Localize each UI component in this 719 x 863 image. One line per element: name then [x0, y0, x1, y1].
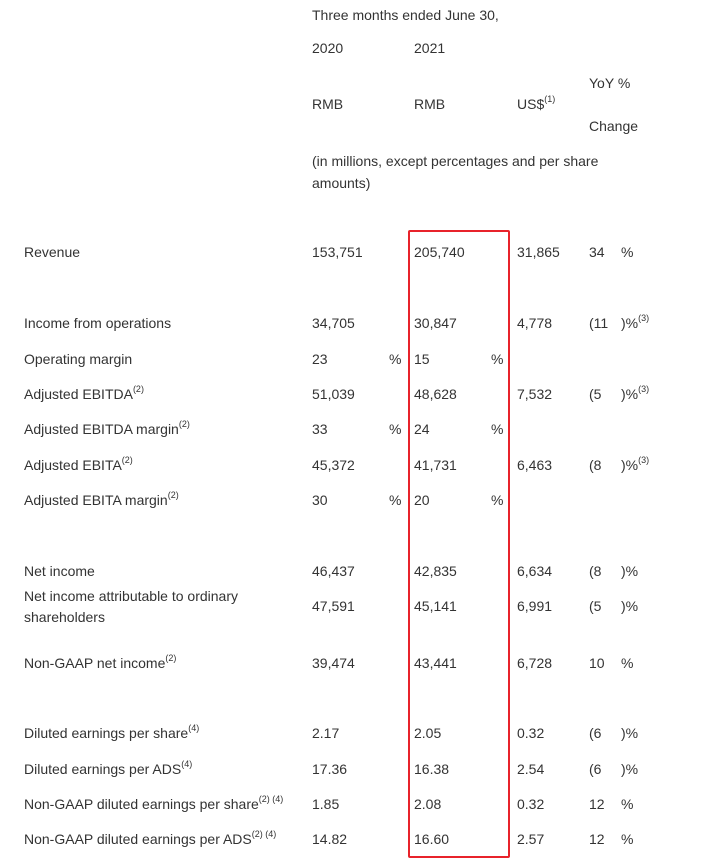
yoy-suffix: % [621, 796, 634, 812]
value-2020: 23 [312, 351, 328, 367]
row-label: Adjusted EBITA margin$^{(2)}$ [24, 490, 179, 508]
value-2020: 51,039 [312, 386, 355, 402]
percent-2021: % [491, 492, 504, 508]
value-2021: 41,731 [414, 457, 457, 473]
yoy-suffix: % [621, 244, 634, 260]
value-usd: 6,991 [517, 598, 553, 614]
percent-2021: % [491, 351, 504, 367]
value-2020: 34,705 [312, 315, 355, 331]
value-2020: 47,591 [312, 598, 355, 614]
value-2021: 2.08 [414, 796, 442, 812]
yoy-suffix: )% [621, 761, 639, 777]
value-usd: 6,463 [517, 457, 553, 473]
yoy-value: (11 [589, 315, 609, 331]
row-label: Operating margin [24, 351, 133, 367]
value-2021: 45,141 [414, 598, 457, 614]
row-label: Non-GAAP net income$^{(2)}$ [24, 653, 177, 671]
percent-2021: % [491, 421, 504, 437]
yoy-change-header: Change [589, 118, 639, 134]
value-2020: 14.82 [312, 831, 348, 847]
yoy-value: 12 [589, 831, 605, 847]
yoy-value: (6 [589, 761, 602, 777]
percent-2020: % [389, 351, 402, 367]
row-label: Diluted earnings per share$^{(4)}$ [24, 723, 200, 741]
currency-rmb-2021: RMB [414, 96, 446, 112]
value-2020: 30 [312, 492, 328, 508]
yoy-value: (8 [589, 457, 602, 473]
row-label: Non-GAAP diluted earnings per share$^{(2) (4)}$ [24, 794, 284, 812]
value-2020: 17.36 [312, 761, 348, 777]
value-usd: 4,778 [517, 315, 553, 331]
value-2020: 153,751 [312, 244, 363, 260]
value-2021: 2.05 [414, 725, 442, 741]
yoy-value: (5 [589, 598, 602, 614]
value-usd: 2.54 [517, 761, 545, 777]
yoy-suffix: )% [621, 725, 639, 741]
yoy-value: (5 [589, 386, 602, 402]
row-label: Revenue [24, 244, 81, 260]
yoy-suffix: )%$^{(3)}$ [621, 455, 650, 473]
year-2021-header: 2021 [414, 40, 446, 56]
row-label: Net income [24, 563, 95, 579]
row-label: Adjusted EBITDA$^{(2)}$ [24, 384, 144, 402]
value-2020: 2.17 [312, 725, 340, 741]
yoy-value: 12 [589, 796, 605, 812]
value-usd: 0.32 [517, 796, 545, 812]
row-label: Diluted earnings per ADS$^{(4)}$ [24, 759, 193, 777]
yoy-value: 10 [589, 655, 605, 671]
row-label: Non-GAAP diluted earnings per $ADS^{(2) (4)}$ [24, 829, 277, 847]
value-usd: 7,532 [517, 386, 553, 402]
value-usd: 6,634 [517, 563, 553, 579]
period-header: Three months ended June 30, [312, 7, 499, 23]
value-2021: 205,740 [414, 244, 465, 260]
yoy-value: (8 [589, 563, 602, 579]
units-note-line2: amounts) [312, 175, 371, 191]
yoy-suffix: )%$^{(3)}$ [621, 313, 650, 331]
value-usd: 2.57 [517, 831, 545, 847]
yoy-suffix: )%$^{(3)}$ [621, 384, 650, 402]
row-label: Net income attributable to ordinary [24, 588, 238, 604]
value-usd: 0.32 [517, 725, 545, 741]
value-2021: 24 [414, 421, 430, 437]
percent-2020: % [389, 492, 402, 508]
yoy-header: YoY % [589, 75, 631, 91]
value-2021: 42,835 [414, 563, 457, 579]
value-2021: 43,441 [414, 655, 457, 671]
row-label: Adjusted EBITDA margin$^{(2)}$ [24, 419, 190, 437]
value-2021: 30,847 [414, 315, 457, 331]
value-2020: 45,372 [312, 457, 355, 473]
yoy-suffix: % [621, 831, 634, 847]
value-usd: 31,865 [517, 244, 560, 260]
value-2021: 16.38 [414, 761, 450, 777]
value-2021: 15 [414, 351, 430, 367]
value-2020: 46,437 [312, 563, 355, 579]
yoy-suffix: )% [621, 563, 639, 579]
currency-usd: US\$$^{(1)}$ [517, 94, 556, 112]
yoy-suffix: % [621, 655, 634, 671]
value-2020: 39,474 [312, 655, 355, 671]
value-usd: 6,728 [517, 655, 553, 671]
row-label: Income from operations [24, 315, 172, 331]
value-2020: 33 [312, 421, 328, 437]
year-2020-header: 2020 [312, 40, 344, 56]
yoy-value: 34 [589, 244, 605, 260]
value-2021: 20 [414, 492, 430, 508]
value-2021: 16.60 [414, 831, 450, 847]
row-label-line2: shareholders [24, 609, 105, 625]
yoy-value: (6 [589, 725, 602, 741]
value-2020: 1.85 [312, 796, 340, 812]
row-label: Adjusted EBITA$^{(2)}$ [24, 455, 133, 473]
value-2021: 48,628 [414, 386, 457, 402]
percent-2020: % [389, 421, 402, 437]
units-note-line1: (in millions, except percentages and per share [312, 153, 599, 169]
yoy-suffix: )% [621, 598, 639, 614]
currency-rmb-2020: RMB [312, 96, 344, 112]
